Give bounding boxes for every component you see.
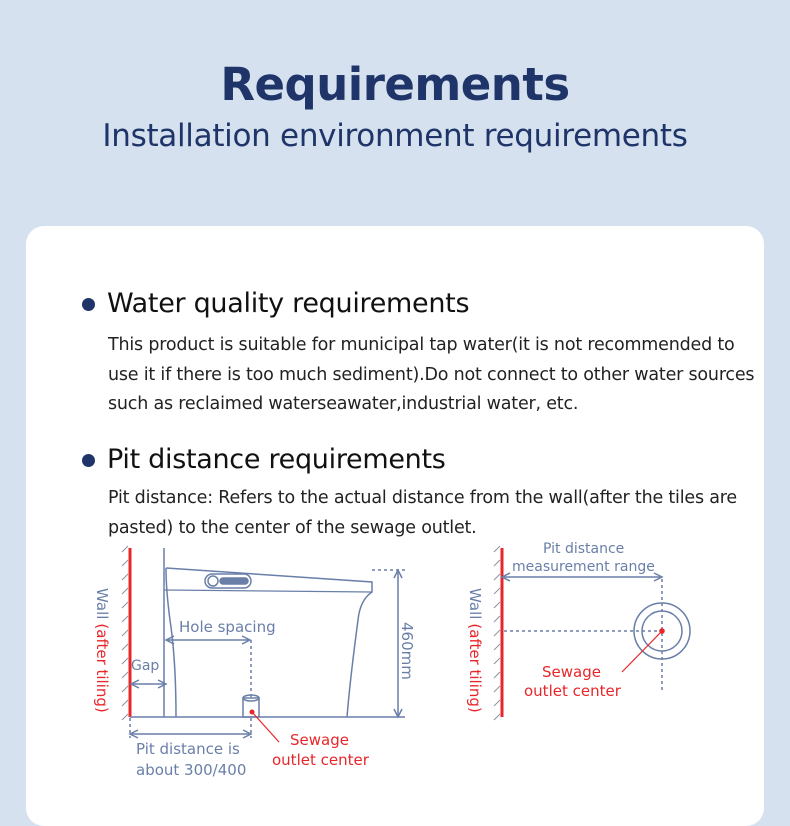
section-body-pit: Pit distance: Refers to the actual distance from the wall(after the tiles are pasted) to the center of the sewage outlet. (108, 488, 737, 538)
wall-label-left: Wall(after tiling) (93, 588, 111, 713)
page-subtitle: Installation environment requirements (102, 118, 688, 154)
pit-distance-label-2: about 300/400 (136, 761, 247, 779)
range-label-1: Pit distance (543, 541, 625, 557)
section-body-water: This product is suitable for municipal tap water(it is not recommended to use it if there is too much sediment).Do not connect to other water sources such as reclaimed waterseawater,industrial water, etc. (108, 335, 755, 414)
left-diagram (122, 546, 405, 742)
sewage-label-left-2: outlet center (272, 751, 369, 769)
wall-hatch-left (122, 546, 128, 720)
hole-spacing-label: Hole spacing (179, 618, 276, 636)
height-label: 460mm (398, 622, 416, 680)
sewage-label-right-1: Sewage (542, 663, 601, 681)
wall-hatch-right (494, 546, 500, 720)
gap-label: Gap (131, 658, 160, 674)
section-title-pit: Pit distance requirements (107, 444, 446, 475)
wall-label-right: Wall(after tiling) (466, 588, 484, 713)
pit-distance-label-1: Pit distance is (136, 740, 240, 758)
range-label-2: measurement range (512, 559, 655, 575)
sewage-label-left-1: Sewage (290, 731, 349, 749)
sewage-label-right-2: outlet center (524, 682, 621, 700)
section-title-water: Water quality requirements (107, 288, 470, 319)
page-title: Requirements (220, 58, 570, 111)
